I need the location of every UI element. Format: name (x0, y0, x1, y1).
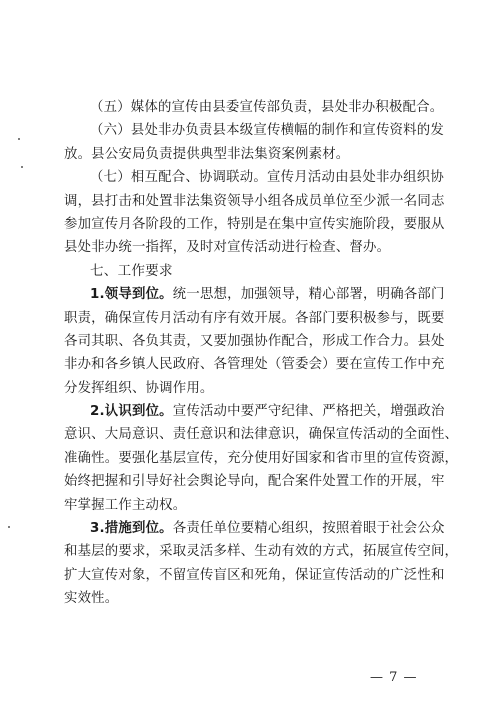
paragraph-line: 调，县打击和处置非法集资领导小组各成员单位至少派一名同志 (64, 193, 445, 209)
paragraph-line: 各司其职、各负其责，又要加强协作配合，形成工作合力。县处 (64, 333, 445, 349)
paragraph-line: 分发挥组织、协调作用。 (64, 380, 214, 396)
paragraph-line: 始终把握和引导好社会舆论导向，配合案件处置工作的开展，牢 (64, 474, 445, 490)
paragraph-line: 扩大宣传对象，不留宣传盲区和死角，保证宣传活动的广泛性和 (64, 567, 445, 583)
item-text: 各责任单位要精心组织，按照着眼于社会公众 (172, 521, 445, 537)
paragraph-line (64, 517, 444, 540)
item-lead: 3.措施到位。 (90, 521, 173, 537)
paragraph-line (64, 400, 444, 423)
margin-mark (18, 138, 20, 140)
paragraph-line: 放。县公安局负责提供典型非法集资案例素材。 (64, 146, 350, 162)
section-heading: 七、工作要求 (90, 262, 173, 279)
paragraph-line: 非办和各乡镇人民政府、各管理处（管委会）要在宣传工作中充 (64, 357, 445, 373)
item-text: 统一思想，加强领导，精心部署，明确各部门 (172, 287, 445, 303)
paragraph-line: 和基层的要求，采取灵活多样、生动有效的方式，拓展宣传空间， (64, 544, 459, 560)
paragraph-line (64, 283, 444, 306)
item-text: 宣传活动中要严守纪律、严格把关，增强政治 (172, 404, 445, 420)
document-body (64, 96, 459, 611)
paragraph-line: 准确性。要强化基层宣传，充分使用好国家和省市里的宣传资源， (64, 450, 459, 466)
paragraph-line: （五）媒体的宣传由县委宣传部负责，县处非办积极配合。 (90, 100, 444, 115)
paragraph-line: 实效性。 (64, 591, 119, 607)
margin-mark (8, 526, 10, 528)
paragraph-line: （六）县处非办负责县本级宣传横幅的制作和宣传资料的发 (90, 123, 444, 139)
paragraph-line: （七）相互配合、协调联动。宣传月活动由县处非办组织协 (90, 170, 444, 186)
paragraph-line: 县处非办统一指挥，及时对宣传活动进行检查、督办。 (64, 240, 391, 256)
item-lead: 1.领导到位。 (90, 287, 173, 303)
paragraph-line: 参加宣传月各阶段的工作，特别是在集中宣传实施阶段，要服从 (64, 216, 445, 232)
paragraph-line: 意识、大局意识、责任意识和法律意识，确保宣传活动的全面性、 (64, 427, 459, 443)
page-number: — 7 — (370, 670, 418, 685)
paragraph-line: 职责，确保宣传月活动有序有效开展。各部门要积极参与，既要 (64, 310, 445, 326)
margin-mark (21, 166, 23, 168)
item-lead: 2.认识到位。 (90, 404, 173, 420)
paragraph-line: 牢掌握工作主动权。 (64, 497, 187, 513)
